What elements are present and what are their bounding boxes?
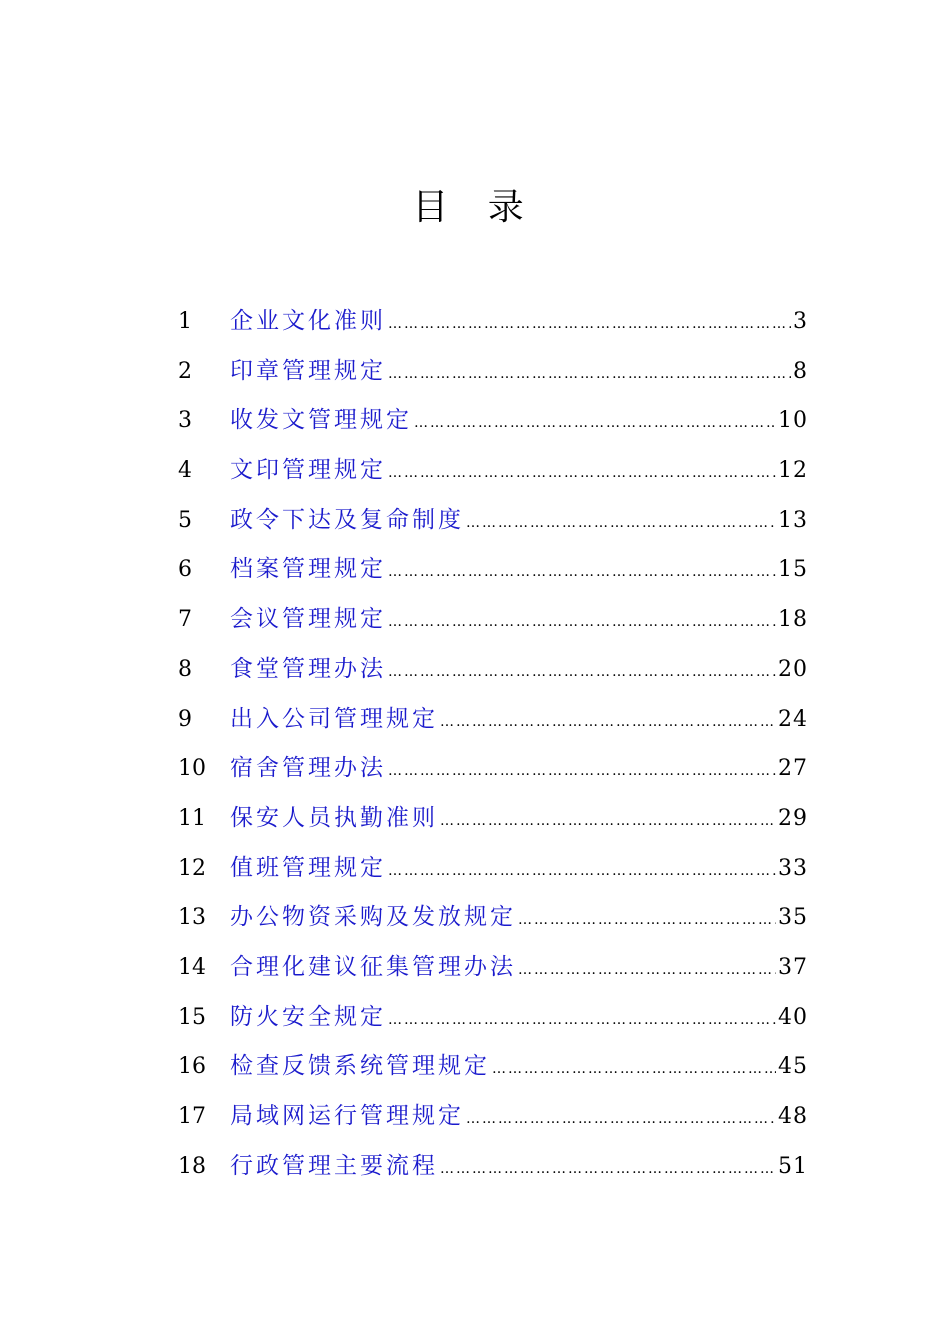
toc-entry-number: 2 [178, 358, 192, 384]
toc-entry-number: 11 [178, 805, 206, 831]
toc-dot-leader [388, 847, 776, 897]
toc-dot-leader [414, 399, 776, 449]
toc-entry[interactable] [178, 1142, 808, 1192]
toc-entry-title[interactable]: 会议管理规定 [230, 606, 386, 633]
toc-entry-number: 10 [178, 756, 206, 782]
toc-entry[interactable] [178, 595, 808, 645]
toc-entry[interactable] [178, 993, 808, 1043]
toc-dot-leader [388, 747, 776, 797]
toc-entry-number: 16 [178, 1054, 206, 1080]
toc-entry-page: 18 [778, 607, 808, 633]
toc-dot-leader [388, 300, 791, 350]
toc-dot-leader [518, 946, 776, 996]
toc-dot-leader [492, 1045, 776, 1095]
toc-entry-page: 35 [778, 905, 808, 931]
toc-entry[interactable] [178, 297, 808, 347]
toc-entry-page: 33 [778, 855, 808, 881]
toc-entry-number: 7 [178, 607, 192, 633]
toc-entry-number: 12 [178, 855, 206, 881]
toc-entry-number: 17 [178, 1104, 206, 1129]
toc-entry-title[interactable]: 保安人员执勤准则 [230, 804, 438, 831]
toc-entry[interactable] [178, 794, 808, 844]
toc-entry-title[interactable]: 宿舍管理办法 [230, 755, 386, 782]
toc-entry[interactable] [178, 496, 808, 546]
toc-entry-title[interactable]: 局域网运行管理规定 [230, 1103, 464, 1129]
toc-entry[interactable] [178, 844, 808, 894]
toc-entry-page: 3 [793, 309, 808, 334]
toc-entry-page: 27 [778, 756, 808, 782]
toc-entry-page: 15 [778, 557, 808, 583]
toc-entry-page: 37 [778, 954, 808, 980]
toc-dot-leader [388, 548, 776, 598]
toc-entry-title[interactable]: 合理化建议征集管理办法 [230, 953, 516, 980]
toc-entry-title[interactable]: 行政管理主要流程 [230, 1152, 438, 1179]
toc-entry-title[interactable]: 档案管理规定 [230, 556, 386, 583]
toc-entry-number: 4 [178, 458, 192, 484]
toc-entry[interactable] [178, 396, 808, 446]
toc-entry-title[interactable]: 办公物资采购及发放规定 [230, 904, 516, 931]
toc-entry-number: 9 [178, 706, 192, 732]
toc-dot-leader [388, 350, 791, 400]
page-title: 目 录 [412, 187, 538, 228]
toc-entry[interactable] [178, 446, 808, 496]
toc-entry-title[interactable]: 企业文化准则 [230, 308, 386, 334]
toc-entry-page: 51 [778, 1153, 808, 1179]
toc-entry-page: 20 [778, 656, 808, 682]
toc-entry-title[interactable]: 文印管理规定 [230, 457, 386, 484]
toc-dot-leader [388, 449, 776, 499]
toc-entry-title[interactable]: 食堂管理办法 [230, 655, 386, 682]
toc-entry-number: 5 [178, 507, 192, 533]
toc-entry-title[interactable]: 收发文管理规定 [230, 407, 412, 434]
toc-dot-leader [440, 1145, 776, 1195]
toc-entry-page: 12 [778, 458, 808, 484]
toc-entry-page: 10 [778, 408, 808, 434]
toc-entry-number: 15 [178, 1004, 206, 1030]
toc-dot-leader [518, 896, 776, 946]
toc-dot-leader [466, 1095, 776, 1145]
toc-entry-number: 8 [178, 656, 192, 682]
toc-entry-number: 14 [178, 954, 206, 980]
toc-dot-leader [440, 698, 776, 748]
toc-dot-leader [388, 648, 776, 698]
toc-dot-leader [388, 996, 776, 1046]
toc-entry-page: 40 [778, 1004, 808, 1030]
toc-entry-number: 13 [178, 905, 206, 931]
toc-entry-title[interactable]: 检查反馈系统管理规定 [230, 1053, 490, 1080]
toc-entry[interactable] [178, 695, 808, 745]
toc-entry[interactable] [178, 744, 808, 794]
toc-entry-page: 13 [778, 507, 808, 533]
toc-entry-page: 8 [793, 358, 808, 384]
toc-entry[interactable] [178, 1092, 808, 1142]
toc-entry[interactable] [178, 893, 808, 943]
toc-dot-leader [388, 598, 776, 648]
toc-entry-title[interactable]: 出入公司管理规定 [230, 705, 438, 732]
toc-entry[interactable] [178, 943, 808, 993]
toc-entry[interactable] [178, 1042, 808, 1092]
toc-entry[interactable] [178, 545, 808, 595]
toc-dot-leader [440, 797, 776, 847]
toc-dot-leader [466, 499, 776, 549]
toc-entry-number: 1 [178, 309, 192, 334]
toc-entry-number: 18 [178, 1153, 206, 1179]
toc-entry-title[interactable]: 政令下达及复命制度 [230, 506, 464, 533]
table-of-contents [178, 297, 808, 1191]
toc-entry[interactable] [178, 347, 808, 397]
toc-entry-page: 29 [778, 805, 808, 831]
toc-entry-page: 48 [778, 1104, 808, 1129]
toc-entry-title[interactable]: 印章管理规定 [230, 357, 386, 384]
toc-entry-title[interactable]: 值班管理规定 [230, 854, 386, 881]
toc-entry-title[interactable]: 防火安全规定 [230, 1003, 386, 1030]
toc-entry-number: 3 [178, 408, 192, 434]
toc-entry-number: 6 [178, 557, 192, 583]
toc-entry-page: 24 [778, 706, 808, 732]
toc-entry[interactable] [178, 645, 808, 695]
toc-entry-page: 45 [778, 1054, 808, 1080]
